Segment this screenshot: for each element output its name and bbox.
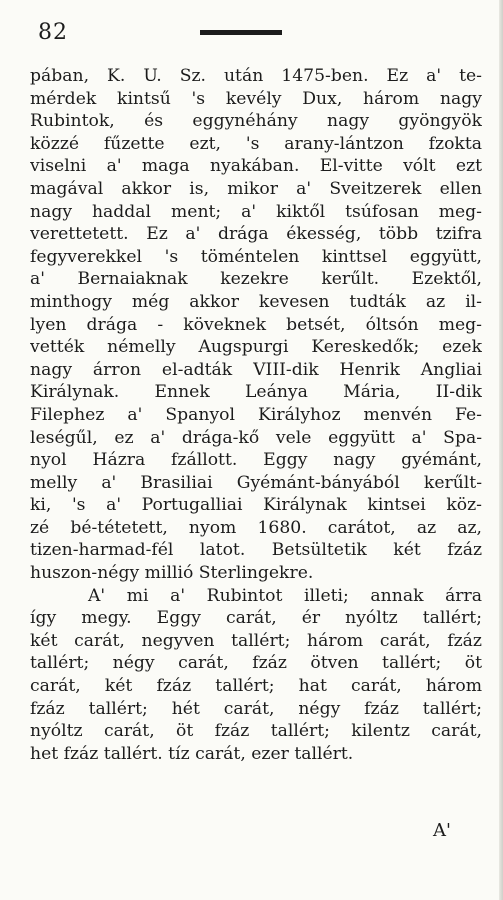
text-line: het fzáz tallért. tíz carát, ezer tallért. bbox=[30, 743, 354, 764]
text-line: Rubintok, és eggynéhány nagy gyöngyök bbox=[30, 111, 482, 132]
text-line: a' Bernaiaknak kezekre kerűlt. Ezektől, bbox=[30, 269, 482, 290]
text-line: viselni a' maga nyakában. El-vitte vólt ezt bbox=[30, 156, 482, 177]
text-line: vették némelly Augspurgi Kereskedők; ezek bbox=[30, 337, 482, 358]
text-line: leségűl, ez a' drága-kő vele eggyütt a' Spa- bbox=[30, 427, 482, 448]
text-line: így megy. Eggy carát, ér nyóltz tallért; bbox=[30, 608, 482, 629]
body-text bbox=[30, 65, 482, 765]
text-line: fegyverekkel 's töméntelen kinttsel eggyütt, bbox=[30, 246, 482, 267]
text-line: minthogy még akkor kevesen tudták az il- bbox=[30, 291, 482, 312]
text-line: magával akkor is, mikor a' Sveitzerek ellen bbox=[30, 178, 482, 199]
text-line: verettetett. Ez a' drága ékesség, több tzifra bbox=[30, 224, 482, 245]
text-line: lyen drága - köveknek betsét, óltsón meg- bbox=[30, 314, 482, 335]
text-line: ki, 's a' Portugalliai Királynak kintsei köz- bbox=[30, 495, 482, 516]
paragraph-start-line: A' mi a' Rubintot illeti; annak árra bbox=[88, 585, 482, 606]
text-line: fzáz tallért; hét carát, négy fzáz tallért; bbox=[30, 698, 482, 719]
page-edge bbox=[499, 0, 503, 900]
header-rule bbox=[200, 30, 282, 35]
text-line: Királynak. Ennek Leánya Mária, II-dik bbox=[30, 382, 482, 403]
text-line: pában, K. U. Sz. után 1475-ben. Ez a' te- bbox=[30, 66, 482, 86]
text-line: nagy árron el-adták VIII-dik Henrik Angliai bbox=[30, 359, 482, 380]
text-line: melly a' Brasiliai Gyémánt-bányából kerűlt- bbox=[30, 472, 482, 493]
text-line: nyol Házra fzállott. Eggy nagy gyémánt, bbox=[30, 450, 482, 471]
text-line: közzé fűzette ezt, 's arany-lántzon fzokta bbox=[30, 133, 482, 154]
text-line: Filephez a' Spanyol Királyhoz menvén Fe- bbox=[30, 404, 482, 425]
text-line: nyóltz carát, öt fzáz tallért; kilentz carát, bbox=[30, 721, 482, 742]
text-line: huszon-négy millió Sterlingekre. bbox=[30, 563, 314, 584]
page-number: 82 bbox=[38, 20, 68, 45]
text-line: tizen-harmad-fél latot. Betsültetik két fzáz bbox=[30, 540, 482, 561]
text-line: carát, két fzáz tallért; hat carát, három bbox=[30, 676, 482, 697]
text-line: zé bé-tétetett, nyom 1680. carátot, az az, bbox=[30, 517, 482, 538]
text-line: tallért; négy carát, fzáz ötven tallért; öt bbox=[30, 653, 482, 674]
catchword: A' bbox=[433, 820, 451, 841]
text-line: két carát, negyven tallért; három carát, fzáz bbox=[30, 630, 482, 651]
text-line: nagy haddal ment; a' kiktől tsúfosan meg- bbox=[30, 201, 482, 222]
text-line: mérdek kintsű 's kevély Dux, három nagy bbox=[30, 88, 482, 109]
